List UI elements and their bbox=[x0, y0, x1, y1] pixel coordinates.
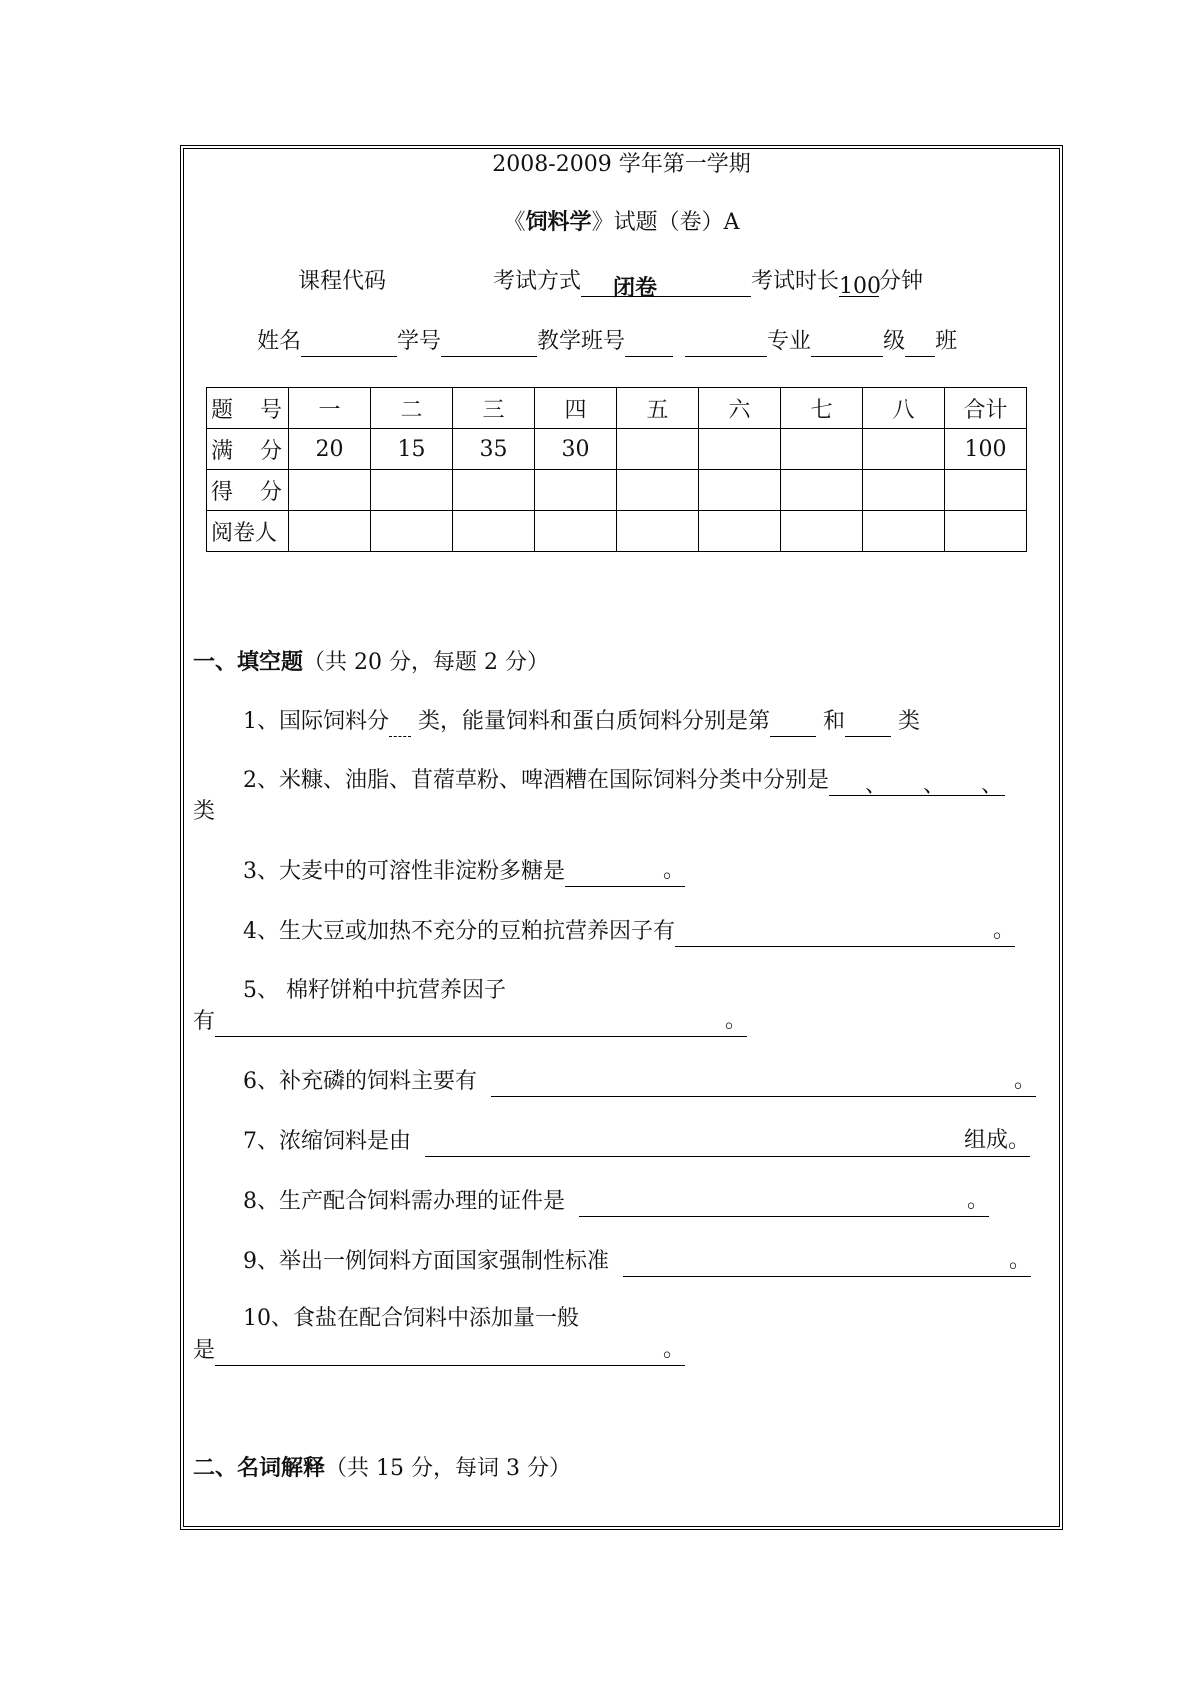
answer-blank[interactable]: 。 bbox=[579, 1186, 989, 1217]
column-header: 三 bbox=[453, 388, 535, 429]
grader-cell[interactable] bbox=[535, 511, 617, 552]
row-label: 题 号 bbox=[207, 388, 289, 429]
score-cell[interactable] bbox=[863, 470, 945, 511]
question-10: 10、食盐在配合饲料中添加量一般 bbox=[243, 1306, 579, 1331]
answer-blank[interactable]: 。 bbox=[215, 1335, 685, 1366]
score-cell[interactable] bbox=[535, 470, 617, 511]
table-row-grader bbox=[207, 511, 1027, 552]
grader-cell[interactable] bbox=[781, 511, 863, 552]
column-header: 四 bbox=[535, 388, 617, 429]
column-header: 合计 bbox=[945, 388, 1027, 429]
score-cell[interactable] bbox=[371, 470, 453, 511]
column-header: 六 bbox=[699, 388, 781, 429]
answer-blank[interactable]: 。 bbox=[215, 1006, 747, 1037]
full-mark-cell bbox=[617, 429, 699, 470]
column-header: 一 bbox=[289, 388, 371, 429]
score-cell[interactable] bbox=[289, 470, 371, 511]
question-9: 9、举出一例饲料方面国家强制性标准 。 bbox=[243, 1246, 1031, 1277]
class-no-field-2[interactable] bbox=[685, 332, 767, 357]
column-header: 八 bbox=[863, 388, 945, 429]
question-7: 7、浓缩饲料是由 组成。 bbox=[243, 1126, 1030, 1157]
question-3: 3、大麦中的可溶性非淀粉多糖是 。 bbox=[243, 856, 685, 887]
grade-field[interactable] bbox=[905, 332, 935, 357]
full-mark-cell: 35 bbox=[453, 429, 535, 470]
score-cell[interactable] bbox=[945, 470, 1027, 511]
name-field[interactable] bbox=[301, 332, 397, 357]
exam-term: 2008-2009 学年第一学期 bbox=[492, 152, 751, 177]
grader-cell[interactable] bbox=[699, 511, 781, 552]
answer-blank[interactable]: 。 bbox=[491, 1066, 1036, 1097]
grader-cell[interactable] bbox=[289, 511, 371, 552]
section2-heading: 二、名词解释（共 15 分，每词 3 分） bbox=[193, 1455, 571, 1481]
full-mark-cell: 20 bbox=[289, 429, 371, 470]
exam-title: 《饲料学》试题（卷）A bbox=[503, 209, 740, 235]
class-no-field[interactable] bbox=[625, 332, 673, 357]
grader-cell[interactable] bbox=[453, 511, 535, 552]
course-name: 饲料学 bbox=[525, 209, 592, 235]
answer-blank[interactable]: 、 、 、 bbox=[829, 771, 1005, 796]
row-label: 阅卷人 bbox=[207, 511, 289, 552]
full-mark-cell bbox=[781, 429, 863, 470]
table-row-score bbox=[207, 470, 1027, 511]
score-table bbox=[206, 387, 1027, 552]
row-label: 得 分 bbox=[207, 470, 289, 511]
question-6: 6、补充磷的饲料主要有 。 bbox=[243, 1066, 1036, 1097]
question-4: 4、生大豆或加热不充分的豆粕抗营养因子有 。 bbox=[243, 916, 1015, 947]
student-info-row: 姓名 学号 教学班号 专业 级 班 bbox=[257, 327, 957, 357]
question-5-wrap: 有 。 bbox=[193, 1006, 747, 1037]
duration-value: 100 bbox=[839, 274, 882, 299]
full-mark-cell bbox=[699, 429, 781, 470]
question-2: 2、米糠、油脂、苜蓿草粉、啤酒糟在国际饲料分类中分别是 、 、 、 bbox=[243, 768, 1004, 798]
question-10-wrap: 是 。 bbox=[193, 1335, 685, 1366]
score-cell[interactable] bbox=[453, 470, 535, 511]
answer-blank[interactable] bbox=[389, 712, 411, 737]
table-row-question-no bbox=[207, 388, 1027, 429]
answer-blank[interactable]: 。 bbox=[675, 916, 1015, 947]
answer-blank[interactable]: 。 bbox=[623, 1246, 1031, 1277]
course-code-label: 课程代码 bbox=[298, 269, 387, 294]
column-header: 七 bbox=[781, 388, 863, 429]
score-cell[interactable] bbox=[617, 470, 699, 511]
full-mark-cell bbox=[863, 429, 945, 470]
row-label: 满 分 bbox=[207, 429, 289, 470]
score-cell[interactable] bbox=[699, 470, 781, 511]
table-row-full-marks bbox=[207, 429, 1027, 470]
answer-blank[interactable] bbox=[845, 712, 891, 737]
column-header: 五 bbox=[617, 388, 699, 429]
question-1: 1、国际饲料分 类，能量饲料和蛋白质饲料分别是第 和 类 bbox=[243, 707, 920, 737]
question-2-wrap: 类 bbox=[193, 799, 216, 824]
column-header: 二 bbox=[371, 388, 453, 429]
answer-blank[interactable]: 组成。 bbox=[425, 1126, 1030, 1157]
question-5: 5、 棉籽饼粕中抗营养因子 bbox=[243, 978, 506, 1003]
exam-mode: 考试方式 闭卷 考试时长100分钟 bbox=[493, 269, 924, 301]
grader-cell[interactable] bbox=[617, 511, 699, 552]
exam-mode-value: 闭卷 bbox=[581, 273, 751, 297]
major-field[interactable] bbox=[811, 332, 883, 357]
answer-blank[interactable] bbox=[770, 712, 816, 737]
full-mark-cell: 15 bbox=[371, 429, 453, 470]
student-id-field[interactable] bbox=[441, 332, 537, 357]
grader-cell[interactable] bbox=[945, 511, 1027, 552]
grader-cell[interactable] bbox=[371, 511, 453, 552]
section1-heading: 一、填空题（共 20 分，每题 2 分） bbox=[193, 649, 549, 675]
full-mark-cell: 100 bbox=[945, 429, 1027, 470]
grader-cell[interactable] bbox=[863, 511, 945, 552]
score-cell[interactable] bbox=[781, 470, 863, 511]
answer-blank[interactable]: 。 bbox=[565, 856, 685, 887]
question-8: 8、生产配合饲料需办理的证件是 。 bbox=[243, 1186, 989, 1217]
full-mark-cell: 30 bbox=[535, 429, 617, 470]
